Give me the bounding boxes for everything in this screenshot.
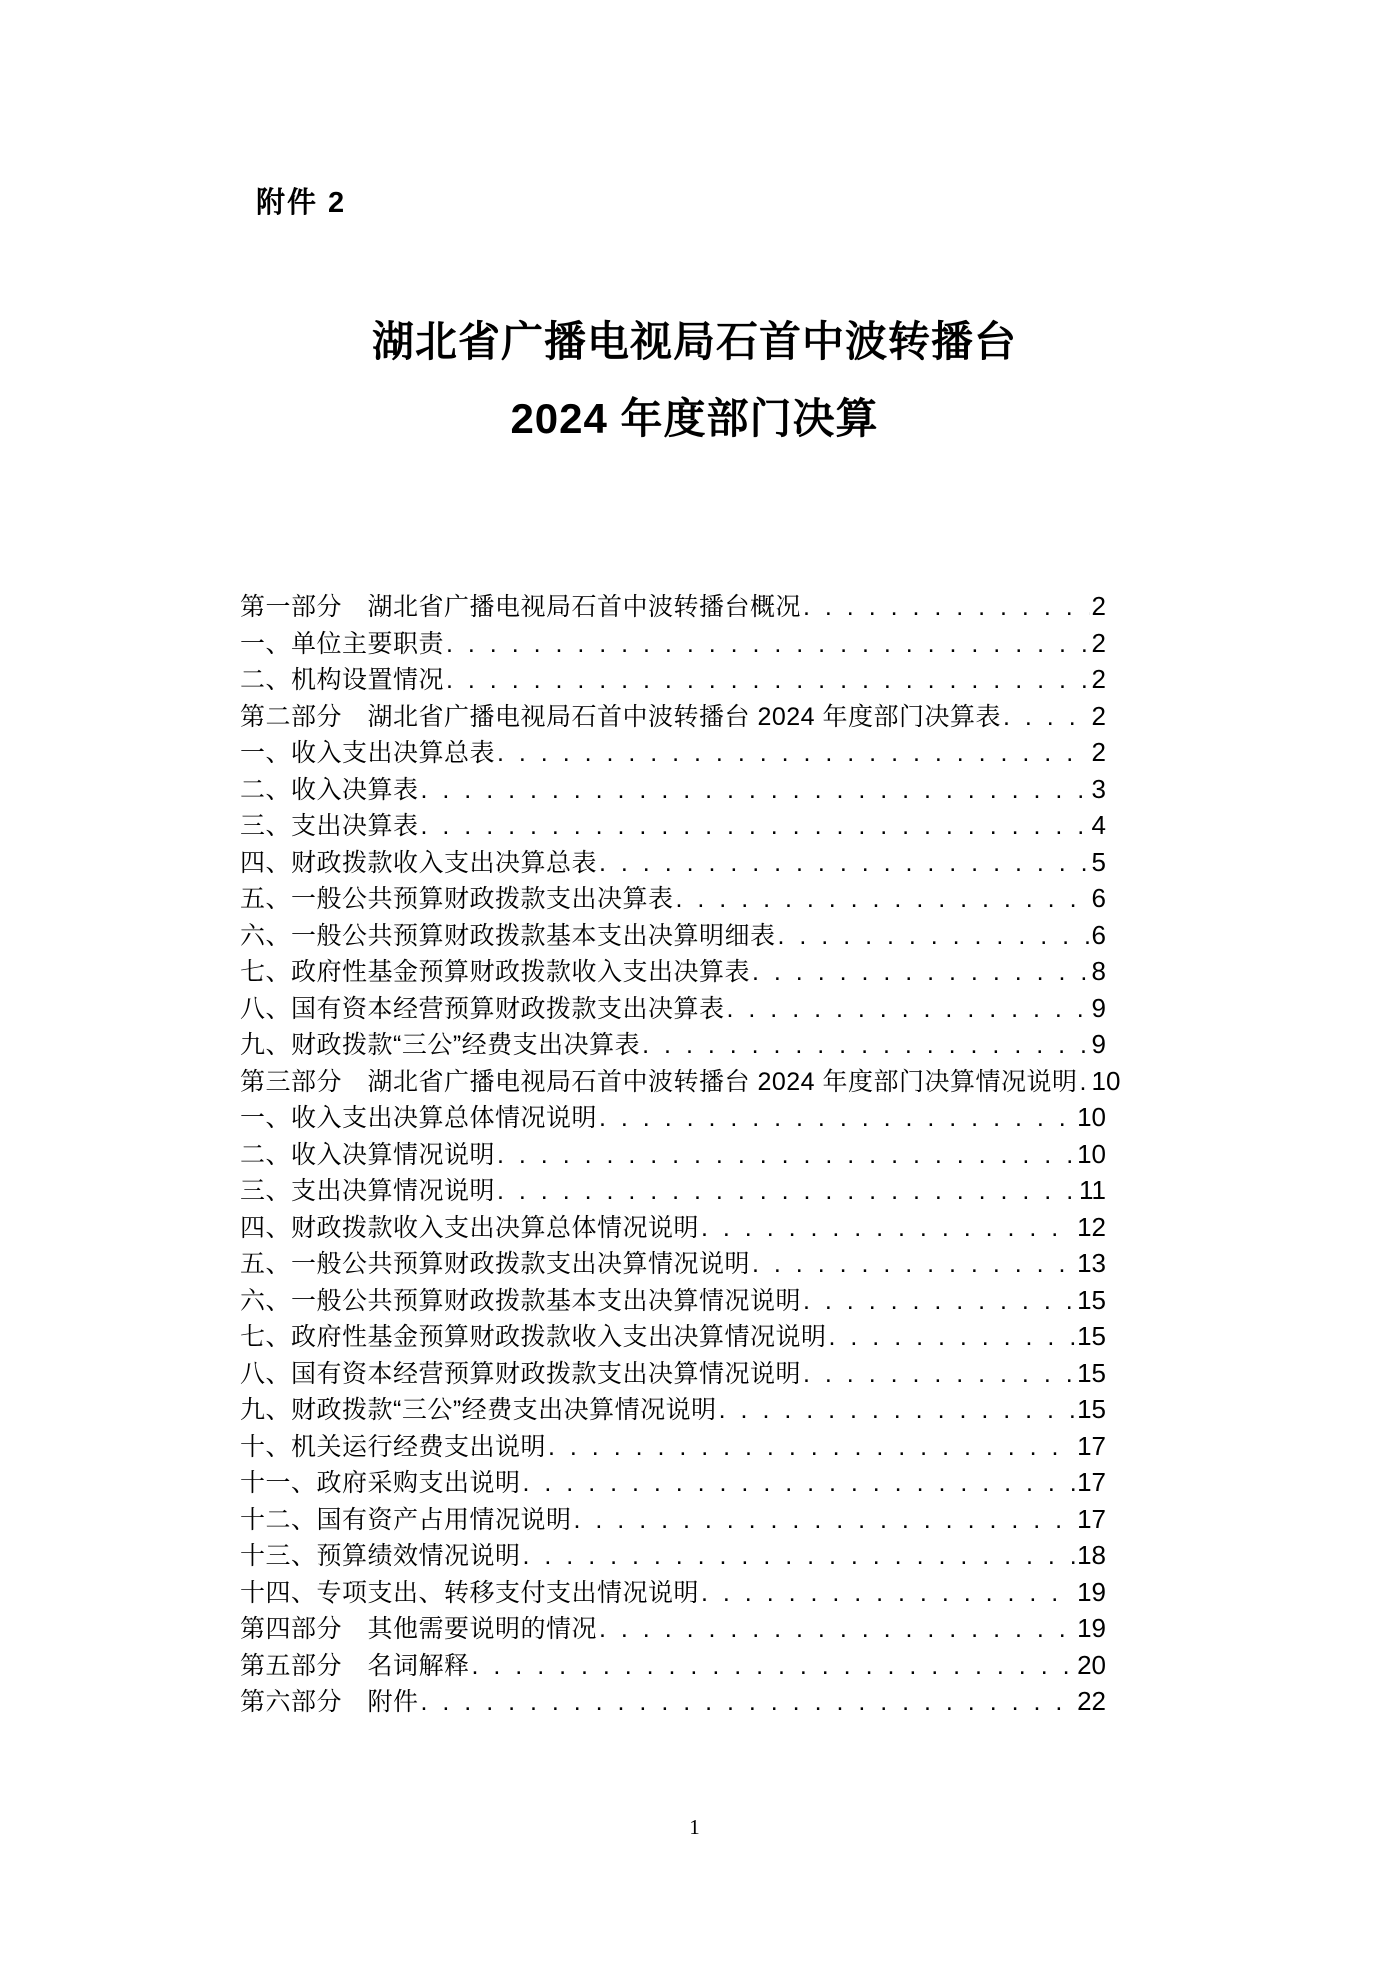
toc-entry-page: 20 [1077,1649,1106,1680]
toc-entry-page: 15 [1077,1357,1106,1388]
toc-dot-leader [752,954,1090,991]
toc-entry-label: 十、机关运行经费支出说明 [240,1432,547,1461]
toc-dot-leader [701,1210,1075,1247]
toc-entry-label: 四、财政拨款收入支出决算总体情况说明 [240,1213,700,1242]
toc-entry-page: 19 [1077,1576,1106,1607]
toc-dot-leader [599,845,1090,882]
toc-entry-page: 15 [1077,1321,1106,1351]
toc-dot-leader [1080,1064,1090,1101]
toc-entry-label: 第二部分 湖北省广播电视局石首中波转播台 2024 年度部门决算表 [240,702,1002,731]
toc-entry-page: 9 [1091,992,1106,1023]
toc-dot-leader [752,1246,1075,1283]
toc-dot-leader [803,1283,1075,1320]
toc-entry [240,1063,1121,1100]
toc-dot-leader [421,772,1090,809]
toc-entry-label: 一、单位主要职责 [240,629,445,658]
toc-entry-label: 三、支出决算情况说明 [240,1177,496,1205]
toc-entry-page: 17 [1077,1430,1106,1461]
toc-entry-label: 八、国有资本经营预算财政拨款支出决算表 [240,994,725,1023]
toc-entry [240,880,1106,917]
toc-entry [240,1647,1106,1684]
toc-entry [240,807,1106,844]
toc-entry-page: 2 [1091,627,1106,658]
toc-entry-label: 六、一般公共预算财政拨款基本支出决算情况说明 [240,1286,802,1315]
toc-entry [240,1537,1106,1574]
toc-dot-leader [599,1611,1075,1648]
toc-entry [240,771,1106,808]
toc-entry-label: 四、财政拨款收入支出决算总表 [240,848,598,877]
toc-dot-leader [523,1538,1076,1575]
toc-dot-leader [599,1100,1075,1137]
toc-dot-leader [497,1137,1075,1174]
toc-entry [240,1574,1106,1611]
toc-entry [240,1683,1106,1720]
toc-entry [240,1026,1106,1063]
toc-dot-leader [701,1575,1075,1612]
toc-entry-page: 15 [1077,1394,1106,1424]
toc-entry-label: 七、政府性基金预算财政拨款收入支出决算情况说明 [240,1323,827,1351]
toc-entry [240,1099,1106,1136]
toc-entry-page: 2 [1091,664,1106,694]
toc-entry-page: 9 [1091,1029,1106,1059]
toc-entry-label: 一、收入支出决算总表 [240,739,496,767]
toc-dot-leader [719,1392,1075,1429]
toc-dot-leader [778,918,1090,955]
toc-entry [240,917,1106,954]
attachment-label: 附件 2 [256,187,347,219]
toc-dot-leader [497,735,1090,772]
toc-entry-label: 十四、专项支出、转移支付支出情况说明 [240,1578,700,1607]
toc-entry-label: 第六部分 附件 [240,1688,419,1716]
toc-dot-leader [421,808,1090,845]
toc-entry-label: 十二、国有资产占用情况说明 [240,1505,572,1534]
toc-dot-leader [548,1429,1075,1466]
toc-entry-page: 15 [1077,1284,1106,1315]
toc-entry-page: 17 [1077,1467,1106,1497]
toc-entry-page: 6 [1091,883,1106,913]
toc-dot-leader [829,1319,1076,1356]
toc-entry-label: 九、财政拨款“三公”经费支出决算表 [240,1031,641,1059]
toc-entry-label: 五、一般公共预算财政拨款支出决算表 [240,885,674,913]
toc-dot-leader [421,1684,1076,1721]
toc-entry-label: 二、收入决算情况说明 [240,1140,496,1169]
toc-entry [240,1610,1106,1647]
toc-entry-label: 一、收入支出决算总体情况说明 [240,1104,598,1132]
toc-entry [240,1172,1106,1209]
toc-entry [240,1464,1106,1501]
toc-entry [240,588,1106,625]
toc-entry-label: 第四部分 其他需要说明的情况 [240,1615,598,1643]
toc-entry [240,953,1106,990]
toc-entry [240,1282,1106,1319]
toc-dot-leader [446,662,1090,699]
toc-entry [240,1355,1106,1392]
table-of-contents [240,588,1121,1720]
toc-dot-leader [676,881,1090,918]
toc-entry-label: 三、支出决算表 [240,812,419,840]
toc-dot-leader [523,1465,1076,1502]
toc-entry [240,1428,1106,1465]
toc-entry [240,1136,1106,1173]
document-title-line1: 湖北省广播电视局石首中波转播台 [371,318,1017,365]
toc-entry-page: 4 [1091,810,1106,840]
toc-entry-page: 19 [1077,1613,1106,1643]
toc-entry-page: 10 [1077,1138,1106,1169]
toc-dot-leader [497,1173,1077,1210]
toc-entry-page: 8 [1091,956,1106,986]
toc-dot-leader [803,589,1090,626]
toc-entry-label: 二、收入决算表 [240,775,419,804]
toc-dot-leader [472,1648,1076,1685]
document-title-line2: 2024 年度部门决算 [510,395,879,442]
toc-dot-leader [642,1027,1089,1064]
toc-entry [240,734,1106,771]
toc-entry-label: 九、财政拨款“三公”经费支出决算情况说明 [240,1396,717,1424]
toc-entry-page: 18 [1077,1540,1106,1570]
toc-entry-label: 八、国有资本经营预算财政拨款支出决算情况说明 [240,1359,802,1388]
document-title [0,303,1389,457]
toc-entry-page: 17 [1077,1503,1106,1534]
toc-entry-page: 22 [1077,1686,1106,1716]
toc-entry [240,1318,1106,1355]
toc-entry-page: 11 [1079,1175,1106,1205]
toc-entry-page: 3 [1091,773,1106,804]
toc-entry-page: 6 [1091,919,1106,950]
toc-dot-leader [727,991,1090,1028]
toc-dot-leader [574,1502,1076,1539]
toc-entry-label: 十三、预算绩效情况说明 [240,1542,521,1570]
toc-entry-page: 2 [1091,700,1106,731]
toc-entry-label: 第五部分 名词解释 [240,1651,470,1680]
toc-entry-label: 第一部分 湖北省广播电视局石首中波转播台概况 [240,593,802,621]
toc-entry-label: 十一、政府采购支出说明 [240,1469,521,1497]
toc-entry-page: 5 [1091,846,1106,877]
toc-dot-leader [1003,699,1090,736]
toc-entry-page: 12 [1077,1211,1106,1242]
toc-entry [240,1501,1106,1538]
toc-entry [240,990,1106,1027]
toc-entry [240,844,1106,881]
toc-entry [240,1245,1106,1282]
toc-entry-page: 10 [1077,1102,1106,1132]
toc-entry-page: 13 [1077,1248,1106,1278]
toc-entry [240,1209,1106,1246]
toc-entry [240,698,1106,735]
page-number-footer: 1 [689,1815,700,1839]
toc-entry [240,1391,1106,1428]
toc-dot-leader [803,1356,1075,1393]
toc-entry-label: 二、机构设置情况 [240,666,445,694]
toc-entry-page: 10 [1091,1065,1121,1096]
toc-entry-page: 2 [1091,591,1106,621]
toc-entry [240,661,1106,698]
toc-entry-label: 六、一般公共预算财政拨款基本支出决算明细表 [240,921,776,950]
toc-entry-page: 2 [1091,737,1106,767]
toc-entry-label: 五、一般公共预算财政拨款支出决算情况说明 [240,1250,751,1278]
toc-dot-leader [446,626,1090,663]
toc-entry-label: 第三部分 湖北省广播电视局石首中波转播台 2024 年度部门决算情况说明 [240,1067,1078,1096]
toc-entry-label: 七、政府性基金预算财政拨款收入支出决算表 [240,958,751,986]
toc-entry [240,625,1106,662]
